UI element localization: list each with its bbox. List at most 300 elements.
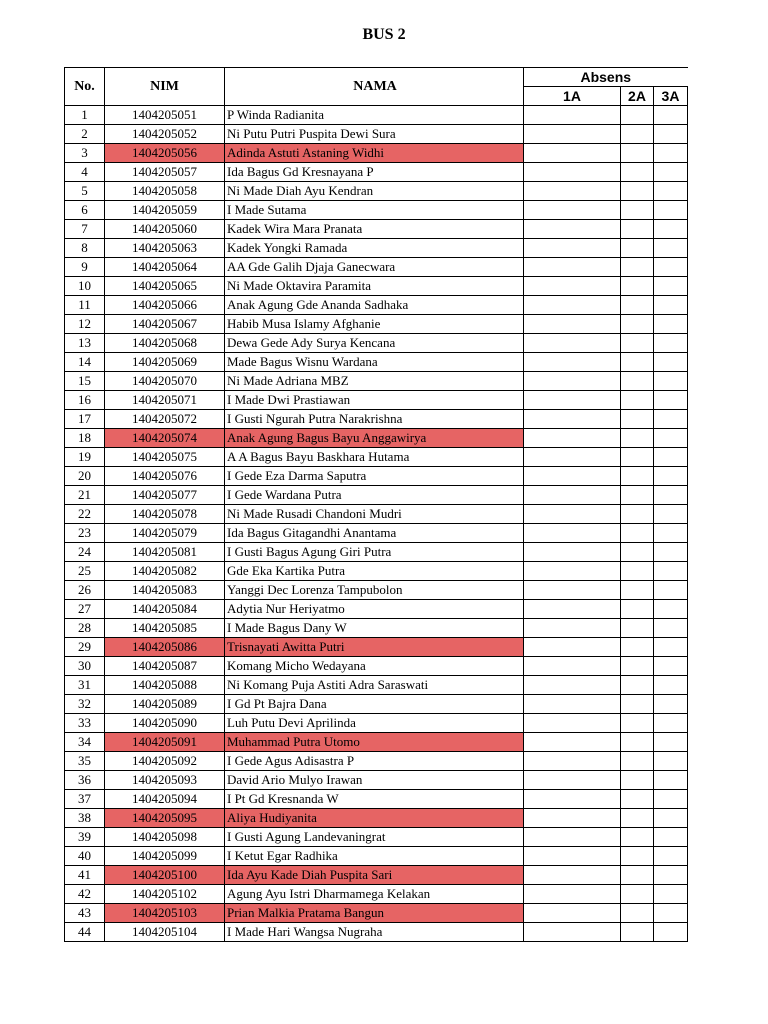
row-nim: 1404205068	[105, 334, 225, 353]
row-no: 31	[65, 676, 105, 695]
attendance-cell-2a[interactable]	[621, 562, 654, 581]
table-row	[65, 809, 688, 828]
attendance-cell-2a[interactable]	[621, 467, 654, 486]
attendance-cell-2a[interactable]	[621, 372, 654, 391]
attendance-cell-1a[interactable]	[524, 201, 621, 220]
row-no: 17	[65, 410, 105, 429]
row-nama: Ni Made Rusadi Chandoni Mudri	[225, 505, 524, 524]
row-no: 44	[65, 923, 105, 942]
attendance-cell-1a[interactable]	[524, 410, 621, 429]
attendance-cell-2a[interactable]	[621, 353, 654, 372]
row-no: 25	[65, 562, 105, 581]
row-no: 40	[65, 847, 105, 866]
table-row	[65, 258, 688, 277]
row-nama: I Gusti Agung Landevaningrat	[225, 828, 524, 847]
row-no: 14	[65, 353, 105, 372]
attendance-cell-3a[interactable]	[654, 125, 688, 144]
attendance-cell-1a[interactable]	[524, 904, 621, 923]
row-nama: Made Bagus Wisnu Wardana	[225, 353, 524, 372]
attendance-cell-3a[interactable]	[654, 391, 688, 410]
row-no: 13	[65, 334, 105, 353]
attendance-cell-3a[interactable]	[654, 144, 688, 163]
attendance-cell-2a[interactable]	[621, 524, 654, 543]
table-row	[65, 885, 688, 904]
table-row	[65, 429, 688, 448]
attendance-cell-1a[interactable]	[524, 657, 621, 676]
row-no: 35	[65, 752, 105, 771]
attendance-cell-1a[interactable]	[524, 467, 621, 486]
attendance-cell-2a[interactable]	[621, 125, 654, 144]
row-no: 22	[65, 505, 105, 524]
row-nama: AA Gde Galih Djaja Ganecwara	[225, 258, 524, 277]
row-nama: Yanggi Dec Lorenza Tampubolon	[225, 581, 524, 600]
table-row	[65, 695, 688, 714]
table-row	[65, 239, 688, 258]
attendance-cell-2a[interactable]	[621, 486, 654, 505]
attendance-cell-3a[interactable]	[654, 581, 688, 600]
attendance-cell-2a[interactable]	[621, 163, 654, 182]
row-nim: 1404205103	[105, 904, 225, 923]
attendance-cell-2a[interactable]	[621, 904, 654, 923]
row-no: 24	[65, 543, 105, 562]
row-nim: 1404205091	[105, 733, 225, 752]
attendance-cell-2a[interactable]	[621, 676, 654, 695]
attendance-cell-2a[interactable]	[621, 809, 654, 828]
row-nama: I Pt Gd Kresnanda W	[225, 790, 524, 809]
table-row	[65, 163, 688, 182]
row-nim: 1404205057	[105, 163, 225, 182]
attendance-cell-3a[interactable]	[654, 695, 688, 714]
attendance-cell-1a[interactable]	[524, 771, 621, 790]
attendance-cell-3a[interactable]	[654, 372, 688, 391]
row-no: 39	[65, 828, 105, 847]
row-nama: Anak Agung Bagus Bayu Anggawirya	[225, 429, 524, 448]
row-nama: I Gede Agus Adisastra P	[225, 752, 524, 771]
attendance-cell-1a[interactable]	[524, 277, 621, 296]
attendance-cell-3a[interactable]	[654, 296, 688, 315]
row-no: 20	[65, 467, 105, 486]
row-nim: 1404205100	[105, 866, 225, 885]
attendance-cell-1a[interactable]	[524, 695, 621, 714]
attendance-cell-3a[interactable]	[654, 106, 688, 125]
header-nim: NIM	[105, 68, 225, 106]
table-row	[65, 467, 688, 486]
header-session-3a: 3A	[654, 87, 688, 106]
attendance-cell-3a[interactable]	[654, 904, 688, 923]
table-row	[65, 315, 688, 334]
row-nama: Luh Putu Devi Aprilinda	[225, 714, 524, 733]
row-nama: Ni Putu Putri Puspita Dewi Sura	[225, 125, 524, 144]
row-no: 5	[65, 182, 105, 201]
row-no: 29	[65, 638, 105, 657]
row-nim: 1404205082	[105, 562, 225, 581]
row-nim: 1404205063	[105, 239, 225, 258]
row-nim: 1404205092	[105, 752, 225, 771]
attendance-cell-1a[interactable]	[524, 486, 621, 505]
table-row	[65, 410, 688, 429]
table-row	[65, 638, 688, 657]
row-nim: 1404205070	[105, 372, 225, 391]
header-session-1a: 1A	[524, 87, 621, 106]
row-nama: Ni Made Oktavira Paramita	[225, 277, 524, 296]
row-nama: Kadek Wira Mara Pranata	[225, 220, 524, 239]
table-row	[65, 391, 688, 410]
attendance-cell-3a[interactable]	[654, 239, 688, 258]
attendance-cell-2a[interactable]	[621, 391, 654, 410]
attendance-cell-1a[interactable]	[524, 372, 621, 391]
row-nim: 1404205058	[105, 182, 225, 201]
table-row	[65, 600, 688, 619]
row-nim: 1404205088	[105, 676, 225, 695]
page-title: BUS 2	[362, 26, 406, 43]
row-nama: Ni Made Diah Ayu Kendran	[225, 182, 524, 201]
attendance-cell-3a[interactable]	[654, 676, 688, 695]
table-row	[65, 486, 688, 505]
attendance-cell-2a[interactable]	[621, 657, 654, 676]
table-row	[65, 524, 688, 543]
attendance-cell-3a[interactable]	[654, 524, 688, 543]
row-no: 2	[65, 125, 105, 144]
attendance-cell-2a[interactable]	[621, 144, 654, 163]
attendance-cell-1a[interactable]	[524, 144, 621, 163]
attendance-cell-1a[interactable]	[524, 353, 621, 372]
row-nama: I Gusti Bagus Agung Giri Putra	[225, 543, 524, 562]
row-nama: Trisnayati Awitta Putri	[225, 638, 524, 657]
row-nama: Adinda Astuti Astaning Widhi	[225, 144, 524, 163]
row-nim: 1404205072	[105, 410, 225, 429]
row-nama: Ni Made Adriana MBZ	[225, 372, 524, 391]
attendance-cell-2a[interactable]	[621, 543, 654, 562]
table-row	[65, 790, 688, 809]
table-row	[65, 714, 688, 733]
row-nim: 1404205071	[105, 391, 225, 410]
attendance-cell-3a[interactable]	[654, 771, 688, 790]
row-nama: Anak Agung Gde Ananda Sadhaka	[225, 296, 524, 315]
attendance-cell-2a[interactable]	[621, 220, 654, 239]
row-nim: 1404205095	[105, 809, 225, 828]
attendance-cell-1a[interactable]	[524, 809, 621, 828]
table-row	[65, 676, 688, 695]
attendance-cell-3a[interactable]	[654, 410, 688, 429]
row-nama: Agung Ayu Istri Dharmamega Kelakan	[225, 885, 524, 904]
attendance-cell-2a[interactable]	[621, 429, 654, 448]
attendance-cell-2a[interactable]	[621, 410, 654, 429]
row-nim: 1404205065	[105, 277, 225, 296]
row-no: 36	[65, 771, 105, 790]
attendance-cell-1a[interactable]	[524, 239, 621, 258]
attendance-cell-1a[interactable]	[524, 790, 621, 809]
row-nama: Habib Musa Islamy Afghanie	[225, 315, 524, 334]
table-row	[65, 277, 688, 296]
attendance-cell-2a[interactable]	[621, 695, 654, 714]
attendance-cell-1a[interactable]	[524, 619, 621, 638]
attendance-cell-1a[interactable]	[524, 258, 621, 277]
table-row	[65, 182, 688, 201]
attendance-cell-2a[interactable]	[621, 334, 654, 353]
table-row	[65, 828, 688, 847]
attendance-cell-3a[interactable]	[654, 828, 688, 847]
table-row	[65, 657, 688, 676]
attendance-cell-1a[interactable]	[524, 733, 621, 752]
row-nama: A A Bagus Bayu Baskhara Hutama	[225, 448, 524, 467]
attendance-cell-2a[interactable]	[621, 828, 654, 847]
attendance-cell-3a[interactable]	[654, 714, 688, 733]
attendance-cell-2a[interactable]	[621, 790, 654, 809]
row-nama: Ida Bagus Gd Kresnayana P	[225, 163, 524, 182]
row-no: 38	[65, 809, 105, 828]
row-nim: 1404205098	[105, 828, 225, 847]
attendance-cell-2a[interactable]	[621, 733, 654, 752]
attendance-cell-2a[interactable]	[621, 771, 654, 790]
row-no: 34	[65, 733, 105, 752]
attendance-cell-1a[interactable]	[524, 847, 621, 866]
attendance-cell-3a[interactable]	[654, 752, 688, 771]
table-row	[65, 353, 688, 372]
table-header	[65, 68, 688, 106]
row-nim: 1404205083	[105, 581, 225, 600]
row-nama: Ida Bagus Gitagandhi Anantama	[225, 524, 524, 543]
attendance-cell-1a[interactable]	[524, 885, 621, 904]
attendance-cell-3a[interactable]	[654, 866, 688, 885]
attendance-cell-3a[interactable]	[654, 923, 688, 942]
attendance-cell-2a[interactable]	[621, 638, 654, 657]
attendance-cell-2a[interactable]	[621, 619, 654, 638]
attendance-cell-1a[interactable]	[524, 752, 621, 771]
row-no: 15	[65, 372, 105, 391]
row-no: 18	[65, 429, 105, 448]
attendance-cell-1a[interactable]	[524, 391, 621, 410]
attendance-cell-3a[interactable]	[654, 429, 688, 448]
row-nim: 1404205056	[105, 144, 225, 163]
row-no: 26	[65, 581, 105, 600]
row-nama: Gde Eka Kartika Putra	[225, 562, 524, 581]
attendance-cell-2a[interactable]	[621, 258, 654, 277]
attendance-cell-3a[interactable]	[654, 657, 688, 676]
row-nim: 1404205074	[105, 429, 225, 448]
attendance-cell-2a[interactable]	[621, 106, 654, 125]
header-absen: Absens	[524, 68, 688, 87]
table-row	[65, 296, 688, 315]
row-no: 32	[65, 695, 105, 714]
attendance-cell-1a[interactable]	[524, 714, 621, 733]
row-nim: 1404205067	[105, 315, 225, 334]
attendance-cell-2a[interactable]	[621, 296, 654, 315]
row-nama: Muhammad Putra Utomo	[225, 733, 524, 752]
row-no: 23	[65, 524, 105, 543]
row-no: 33	[65, 714, 105, 733]
attendance-cell-2a[interactable]	[621, 752, 654, 771]
table-row	[65, 562, 688, 581]
attendance-cell-1a[interactable]	[524, 543, 621, 562]
row-nim: 1404205102	[105, 885, 225, 904]
row-no: 41	[65, 866, 105, 885]
attendance-cell-1a[interactable]	[524, 676, 621, 695]
row-nama: P Winda Radianita	[225, 106, 524, 125]
row-nama: Ida Ayu Kade Diah Puspita Sari	[225, 866, 524, 885]
row-nim: 1404205104	[105, 923, 225, 942]
attendance-cell-3a[interactable]	[654, 486, 688, 505]
row-nama: I Made Hari Wangsa Nugraha	[225, 923, 524, 942]
table-row	[65, 847, 688, 866]
row-no: 6	[65, 201, 105, 220]
attendance-cell-1a[interactable]	[524, 581, 621, 600]
row-nim: 1404205069	[105, 353, 225, 372]
row-nama: Ni Komang Puja Astiti Adra Saraswati	[225, 676, 524, 695]
row-no: 12	[65, 315, 105, 334]
row-no: 42	[65, 885, 105, 904]
row-no: 21	[65, 486, 105, 505]
attendance-cell-2a[interactable]	[621, 600, 654, 619]
attendance-cell-2a[interactable]	[621, 885, 654, 904]
attendance-cell-1a[interactable]	[524, 923, 621, 942]
table-row	[65, 106, 688, 125]
row-no: 28	[65, 619, 105, 638]
attendance-cell-3a[interactable]	[654, 809, 688, 828]
attendance-cell-1a[interactable]	[524, 600, 621, 619]
attendance-cell-1a[interactable]	[524, 448, 621, 467]
row-no: 9	[65, 258, 105, 277]
attendance-cell-1a[interactable]	[524, 296, 621, 315]
row-nama: I Gusti Ngurah Putra Narakrishna	[225, 410, 524, 429]
row-nim: 1404205094	[105, 790, 225, 809]
row-nama: I Made Sutama	[225, 201, 524, 220]
table-row	[65, 201, 688, 220]
attendance-cell-2a[interactable]	[621, 201, 654, 220]
row-nim: 1404205077	[105, 486, 225, 505]
attendance-cell-3a[interactable]	[654, 353, 688, 372]
row-no: 7	[65, 220, 105, 239]
attendance-cell-3a[interactable]	[654, 562, 688, 581]
attendance-cell-3a[interactable]	[654, 505, 688, 524]
attendance-cell-1a[interactable]	[524, 638, 621, 657]
attendance-cell-1a[interactable]	[524, 524, 621, 543]
attendance-cell-1a[interactable]	[524, 220, 621, 239]
attendance-cell-2a[interactable]	[621, 315, 654, 334]
attendance-cell-2a[interactable]	[621, 866, 654, 885]
attendance-cell-3a[interactable]	[654, 163, 688, 182]
row-nim: 1404205090	[105, 714, 225, 733]
row-nim: 1404205064	[105, 258, 225, 277]
attendance-cell-1a[interactable]	[524, 182, 621, 201]
row-nama: Aliya Hudiyanita	[225, 809, 524, 828]
header-nama: NAMA	[225, 68, 524, 106]
table-row	[65, 752, 688, 771]
table-row	[65, 334, 688, 353]
table-body	[65, 106, 688, 942]
table-row	[65, 733, 688, 752]
attendance-cell-3a[interactable]	[654, 467, 688, 486]
attendance-cell-1a[interactable]	[524, 866, 621, 885]
row-nim: 1404205087	[105, 657, 225, 676]
attendance-cell-3a[interactable]	[654, 315, 688, 334]
row-nim: 1404205079	[105, 524, 225, 543]
attendance-cell-3a[interactable]	[654, 790, 688, 809]
attendance-cell-2a[interactable]	[621, 505, 654, 524]
attendance-cell-3a[interactable]	[654, 638, 688, 657]
row-nama: I Made Dwi Prastiawan	[225, 391, 524, 410]
table-row	[65, 923, 688, 942]
attendance-cell-1a[interactable]	[524, 828, 621, 847]
attendance-cell-3a[interactable]	[654, 600, 688, 619]
attendance-cell-1a[interactable]	[524, 562, 621, 581]
attendance-cell-1a[interactable]	[524, 163, 621, 182]
row-no: 11	[65, 296, 105, 315]
attendance-cell-1a[interactable]	[524, 106, 621, 125]
attendance-cell-2a[interactable]	[621, 277, 654, 296]
attendance-cell-3a[interactable]	[654, 619, 688, 638]
attendance-cell-3a[interactable]	[654, 182, 688, 201]
row-nim: 1404205075	[105, 448, 225, 467]
attendance-cell-3a[interactable]	[654, 258, 688, 277]
table-row	[65, 144, 688, 163]
header-row-top	[65, 68, 688, 87]
table-row	[65, 904, 688, 923]
attendance-cell-3a[interactable]	[654, 543, 688, 562]
row-nim: 1404205099	[105, 847, 225, 866]
row-nama: I Made Bagus Dany W	[225, 619, 524, 638]
row-nim: 1404205093	[105, 771, 225, 790]
row-nama: I Gd Pt Bajra Dana	[225, 695, 524, 714]
row-nim: 1404205051	[105, 106, 225, 125]
attendance-cell-3a[interactable]	[654, 334, 688, 353]
attendance-cell-1a[interactable]	[524, 505, 621, 524]
attendance-cell-3a[interactable]	[654, 448, 688, 467]
table-row	[65, 505, 688, 524]
row-no: 27	[65, 600, 105, 619]
table-row	[65, 619, 688, 638]
row-no: 4	[65, 163, 105, 182]
table-row	[65, 543, 688, 562]
row-nama: I Ketut Egar Radhika	[225, 847, 524, 866]
attendance-cell-2a[interactable]	[621, 714, 654, 733]
attendance-cell-3a[interactable]	[654, 733, 688, 752]
table-row	[65, 581, 688, 600]
row-nama: Dewa Gede Ady Surya Kencana	[225, 334, 524, 353]
attendance-cell-3a[interactable]	[654, 885, 688, 904]
row-no: 10	[65, 277, 105, 296]
row-nim: 1404205085	[105, 619, 225, 638]
row-no: 30	[65, 657, 105, 676]
attendance-cell-3a[interactable]	[654, 220, 688, 239]
header-session-2a: 2A	[621, 87, 654, 106]
row-no: 43	[65, 904, 105, 923]
attendance-cell-2a[interactable]	[621, 182, 654, 201]
attendance-cell-1a[interactable]	[524, 315, 621, 334]
attendance-cell-2a[interactable]	[621, 448, 654, 467]
attendance-cell-3a[interactable]	[654, 847, 688, 866]
attendance-cell-2a[interactable]	[621, 581, 654, 600]
row-nim: 1404205060	[105, 220, 225, 239]
attendance-cell-2a[interactable]	[621, 847, 654, 866]
attendance-cell-3a[interactable]	[654, 201, 688, 220]
row-nim: 1404205084	[105, 600, 225, 619]
row-no: 3	[65, 144, 105, 163]
table-row	[65, 771, 688, 790]
row-nim: 1404205059	[105, 201, 225, 220]
attendance-cell-2a[interactable]	[621, 239, 654, 258]
attendance-cell-1a[interactable]	[524, 429, 621, 448]
row-nim: 1404205076	[105, 467, 225, 486]
attendance-cell-1a[interactable]	[524, 125, 621, 144]
attendance-cell-1a[interactable]	[524, 334, 621, 353]
table-row	[65, 220, 688, 239]
row-nim: 1404205078	[105, 505, 225, 524]
row-nim: 1404205081	[105, 543, 225, 562]
attendance-cell-3a[interactable]	[654, 277, 688, 296]
row-nama: I Gede Eza Darma Saputra	[225, 467, 524, 486]
row-no: 8	[65, 239, 105, 258]
attendance-cell-2a[interactable]	[621, 923, 654, 942]
